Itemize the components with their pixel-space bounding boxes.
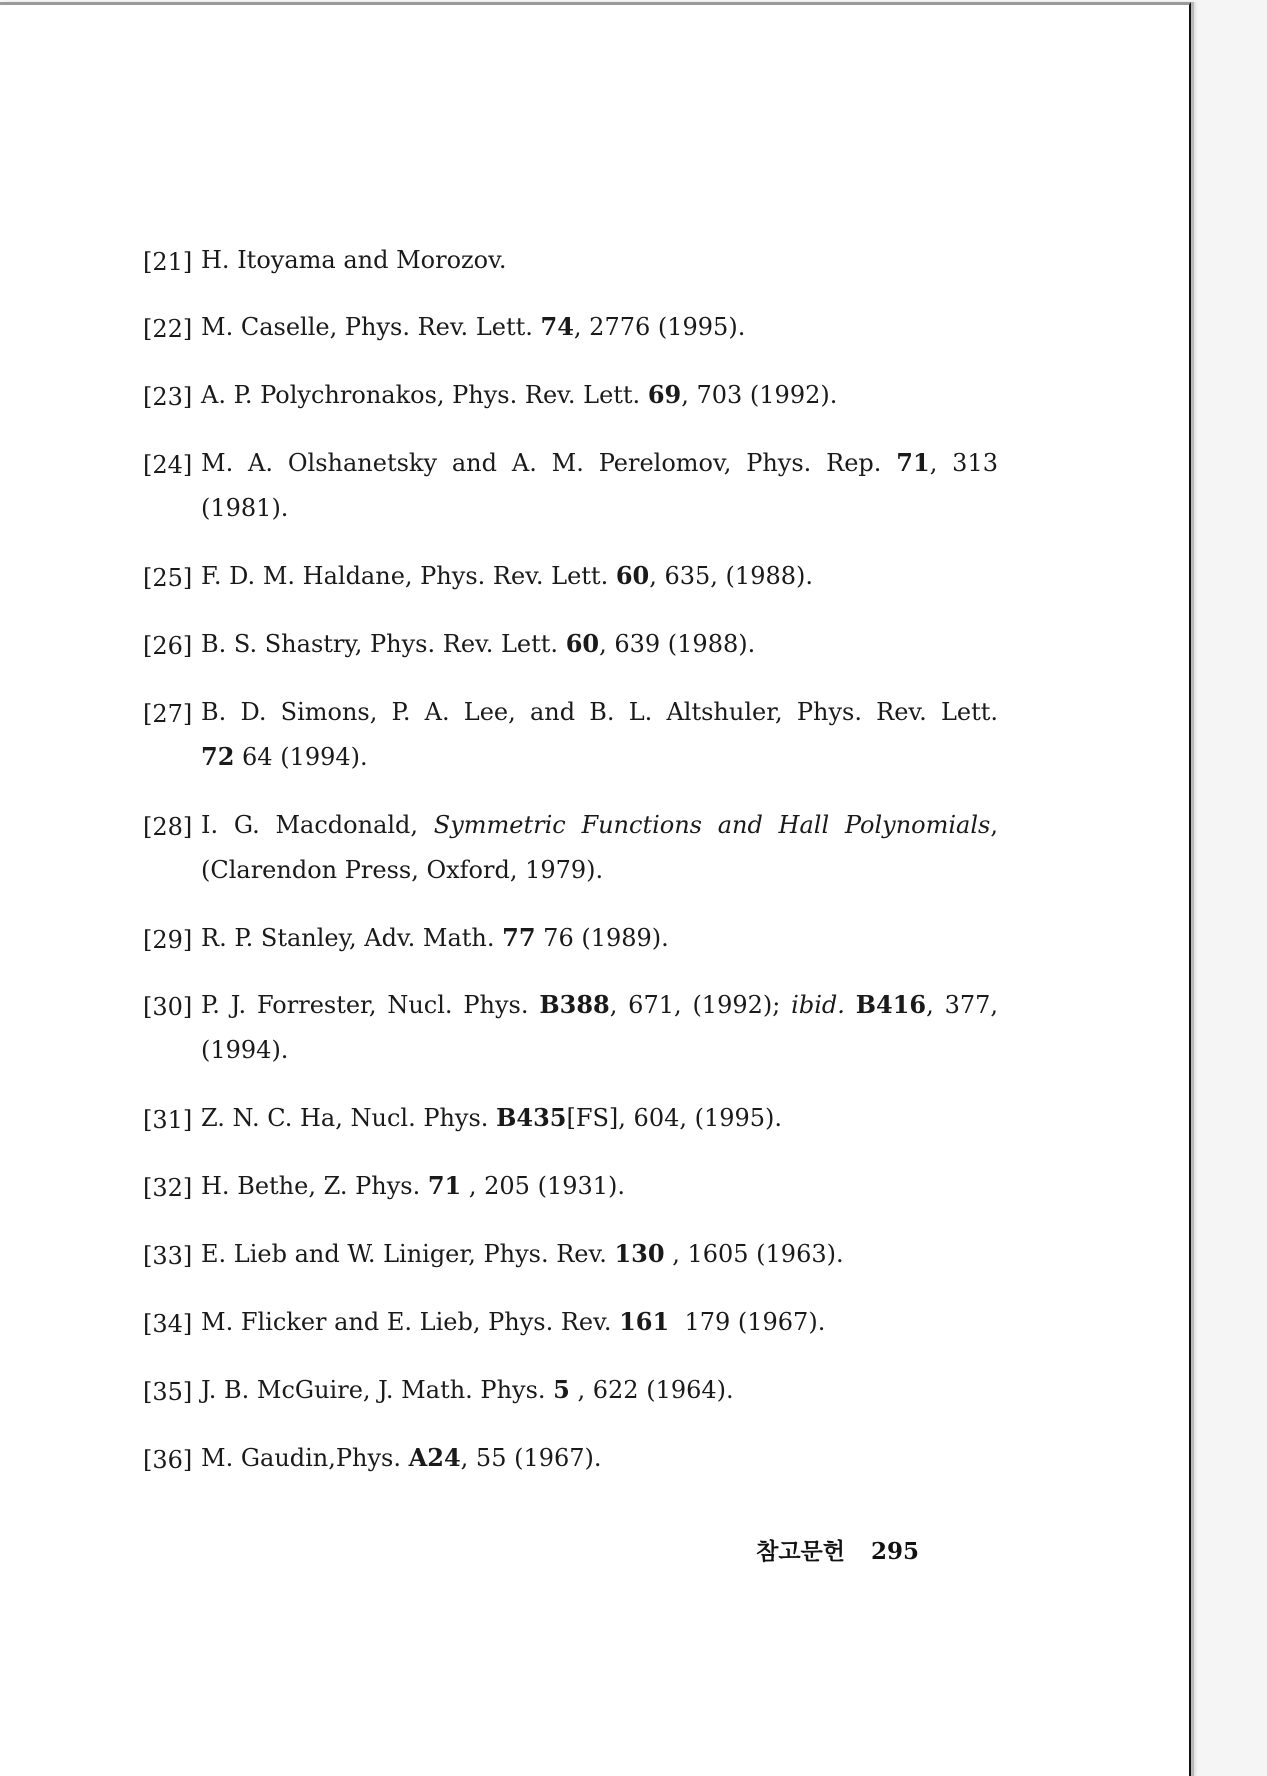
reference-line: [201, 742, 998, 772]
reference-line: [201, 561, 998, 591]
reference-text: 60: [565, 629, 600, 658]
reference-line: [201, 990, 998, 1020]
reference-text: [845, 991, 856, 1019]
reference-text: , 639 (1988).: [599, 630, 756, 658]
reference-text: R. P. Stanley, Adv. Math.: [201, 924, 503, 952]
reference-text: B435: [496, 1103, 567, 1132]
reference-text: , 2776 (1995).: [573, 313, 746, 341]
reference-text: , 635, (1988).: [649, 562, 813, 590]
reference-text: (1994).: [201, 1036, 289, 1064]
reference-text: , 703 (1992).: [681, 381, 838, 409]
reference-text: ,: [990, 811, 998, 839]
reference-number: [34]: [143, 1310, 193, 1338]
document-page: [0, 2, 1191, 1776]
reference-text: I. G. Macdonald,: [201, 811, 434, 839]
reference-text: 74: [540, 312, 574, 341]
reference-number: [32]: [143, 1174, 193, 1202]
reference-text: A. P. Polychronakos, Phys. Rev. Lett.: [201, 381, 648, 409]
reference-text: 130: [614, 1239, 665, 1268]
reference-line: [201, 1443, 998, 1473]
reference-line: [201, 1171, 998, 1201]
reference-line: [201, 245, 998, 275]
reference-text: 69: [647, 380, 682, 409]
reference-number: [26]: [143, 632, 193, 660]
reference-text: E. Lieb and W. Liniger, Phys. Rev.: [201, 1240, 615, 1268]
reference-line: [201, 855, 998, 885]
reference-number: [23]: [143, 383, 193, 411]
reference-text: F. D. M. Haldane, Phys. Rev. Lett.: [201, 562, 616, 590]
reference-text: , 671, (1992);: [609, 991, 792, 1019]
reference-line: [201, 1035, 998, 1065]
reference-text: 5: [553, 1375, 570, 1404]
reference-text: , 377,: [926, 991, 999, 1019]
reference-number: [35]: [143, 1378, 193, 1406]
reference-number: [29]: [143, 926, 193, 954]
reference-text: 71: [427, 1171, 462, 1200]
reference-text: 71: [896, 448, 930, 477]
reference-number: [21]: [143, 248, 193, 276]
reference-line: [201, 1239, 998, 1269]
reference-text: (Clarendon Press, Oxford, 1979).: [201, 856, 604, 884]
reference-text: 179 (1967).: [669, 1308, 826, 1336]
reference-text: B. S. Shastry, Phys. Rev. Lett.: [201, 630, 566, 658]
reference-text: ibid.: [791, 991, 845, 1019]
reference-number: [25]: [143, 564, 193, 592]
reference-line: [201, 1375, 998, 1405]
reference-text: J. B. McGuire, J. Math. Phys.: [201, 1376, 554, 1404]
reference-text: 77: [502, 923, 536, 952]
reference-text: P. J. Forrester, Nucl. Phys.: [201, 991, 540, 1019]
reference-text: , 1605 (1963).: [664, 1240, 844, 1268]
reference-number: [31]: [143, 1106, 193, 1134]
reference-text: , 313: [929, 449, 998, 477]
reference-text: (1981).: [201, 494, 289, 522]
reference-text: , 622 (1964).: [569, 1376, 734, 1404]
section-title: 참고문헌: [756, 1538, 845, 1565]
page-footer: [756, 1533, 919, 1566]
reference-text: M. Caselle, Phys. Rev. Lett.: [201, 313, 541, 341]
reference-line: [201, 493, 998, 523]
reference-text: Symmetric Functions and Hall Polynomials: [433, 811, 991, 839]
reference-text: M. Gaudin,Phys.: [201, 1444, 409, 1472]
reference-line: [201, 1307, 998, 1337]
reference-text: 60: [615, 561, 650, 590]
reference-line: [201, 448, 998, 478]
reference-line: [201, 1103, 998, 1133]
reference-text: 72: [201, 742, 235, 771]
reference-number: [24]: [143, 451, 193, 479]
reference-number: [33]: [143, 1242, 193, 1270]
reference-text: B388: [539, 990, 610, 1019]
reference-number: [28]: [143, 813, 193, 841]
reference-text: H. Bethe, Z. Phys.: [201, 1172, 428, 1200]
reference-number: [30]: [143, 993, 193, 1021]
reference-number: [27]: [143, 700, 193, 728]
reference-text: 76 (1989).: [535, 924, 669, 952]
reference-text: A24: [408, 1443, 461, 1472]
reference-text: M. Flicker and E. Lieb, Phys. Rev.: [201, 1308, 620, 1336]
reference-text: M. A. Olshanetsky and A. M. Perelomov, Phys. Rep.: [201, 449, 897, 477]
reference-number: [22]: [143, 315, 193, 343]
reference-number: [36]: [143, 1446, 193, 1474]
reference-text: , 205 (1931).: [461, 1172, 626, 1200]
reference-line: [201, 923, 998, 953]
reference-text: B. D. Simons, P. A. Lee, and B. L. Altshuler, Phys. Rev. Lett.: [201, 698, 998, 726]
reference-text: , 55 (1967).: [460, 1444, 602, 1472]
reference-line: [201, 629, 998, 659]
reference-text: 161: [619, 1307, 670, 1336]
reference-text: Z. N. C. Ha, Nucl. Phys.: [201, 1104, 497, 1132]
reference-text: [FS], 604, (1995).: [566, 1104, 783, 1132]
reference-line: [201, 697, 998, 727]
reference-line: [201, 380, 998, 410]
reference-line: [201, 810, 998, 840]
reference-line: [201, 312, 998, 342]
reference-text: H. Itoyama and Morozov.: [201, 246, 507, 274]
reference-text: 64 (1994).: [234, 743, 368, 771]
page-number: 295: [870, 1538, 919, 1565]
reference-text: B416: [855, 990, 927, 1019]
